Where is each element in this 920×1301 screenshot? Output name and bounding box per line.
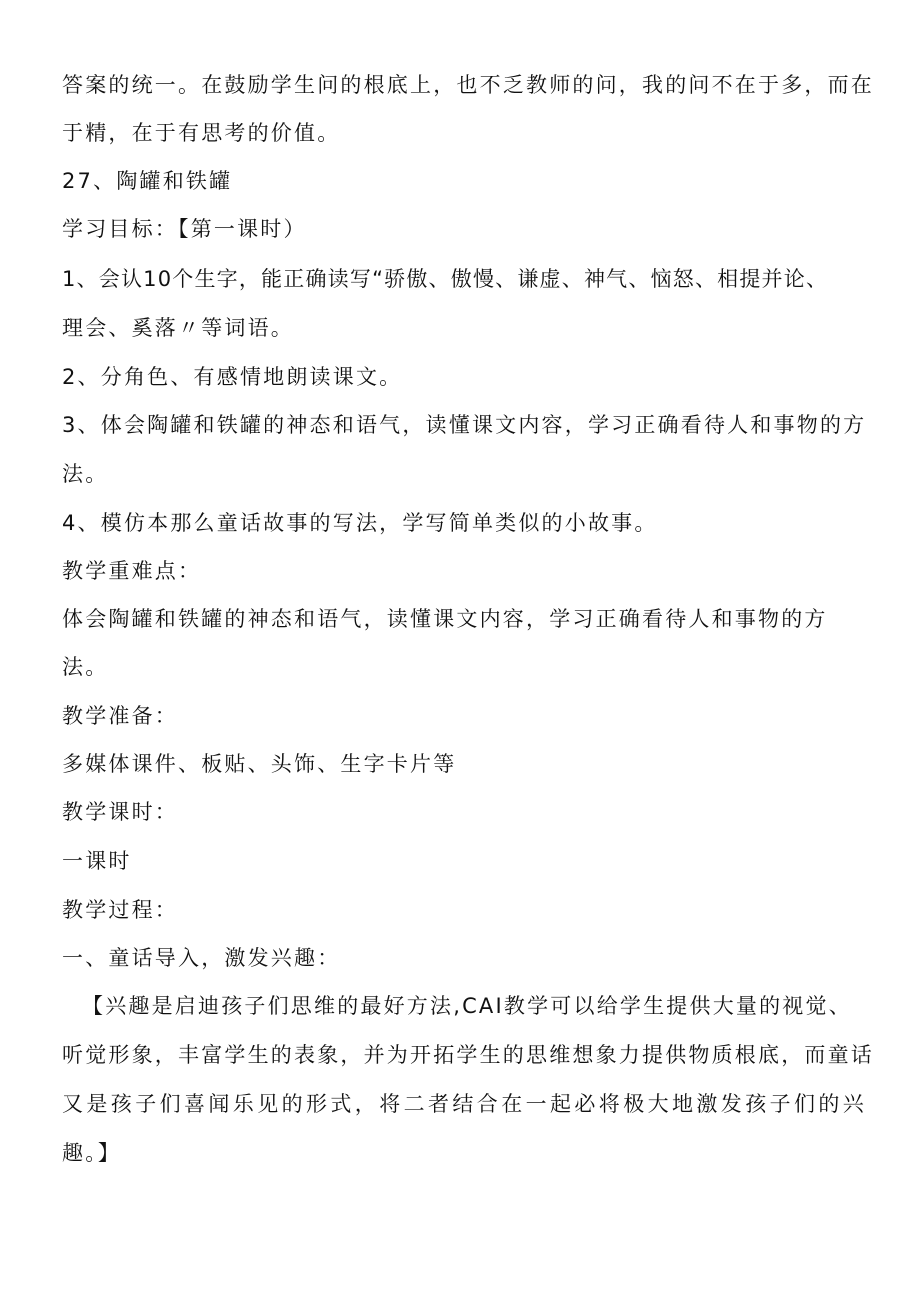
text-line: 教学重难点： <box>62 559 202 583</box>
text-line: 听觉形象，丰富学生的表象，并为开拓学生的思维想象力提供物质根底，而童话 <box>62 1043 874 1067</box>
text-line: 一课时 <box>62 849 132 873</box>
text-line: 理会、奚落〃等词语。 <box>62 316 294 340</box>
text-line: 法。 <box>62 462 109 486</box>
text-line: 【兴趣是启迪孩子们思维的最好方法,CAI教学可以给学生提供大量的视觉、 <box>82 994 852 1018</box>
list-item: 2、分角色、有感情地朗读课文。 <box>62 365 403 389</box>
list-item: 3、体会陶罐和铁罐的神态和语气，读懂课文内容，学习正确看待人和事物的方 <box>62 413 867 437</box>
text-line: 答案的统一。在鼓励学生问的根底上，也不乏教师的问，我的问不在于多，而在 <box>62 73 874 97</box>
text-line: 法。 <box>62 655 109 679</box>
text-line: 教学课时： <box>62 800 178 824</box>
section-heading: 27、陶罐和铁罐 <box>62 169 233 193</box>
text-line: 又是孩子们喜闻乐见的形式，将二者结合在一起必将极大地激发孩子们的兴 <box>62 1092 868 1116</box>
text-line: 多媒体课件、板贴、头饰、生字卡片等 <box>62 752 457 776</box>
text-line: 体会陶罐和铁罐的神态和语气，读懂课文内容，学习正确看待人和事物的方 <box>62 607 828 631</box>
list-item: 4、模仿本那么童话故事的写法，学写简单类似的小故事。 <box>62 511 658 535</box>
text-line: 于精，在于有思考的价值。 <box>62 121 341 145</box>
text-line: 教学过程： <box>62 898 178 922</box>
text-line: 趣。】 <box>62 1141 122 1165</box>
text-line: 教学准备： <box>62 704 178 728</box>
text-line: 学习目标：【第一课时） <box>62 217 307 241</box>
list-item: 1、会认10个生字，能正确读写“骄傲、傲慢、谦虚、神气、恼怒、相提并论、 <box>62 267 829 291</box>
text-line: 一、童话导入，激发兴趣： <box>62 946 341 970</box>
